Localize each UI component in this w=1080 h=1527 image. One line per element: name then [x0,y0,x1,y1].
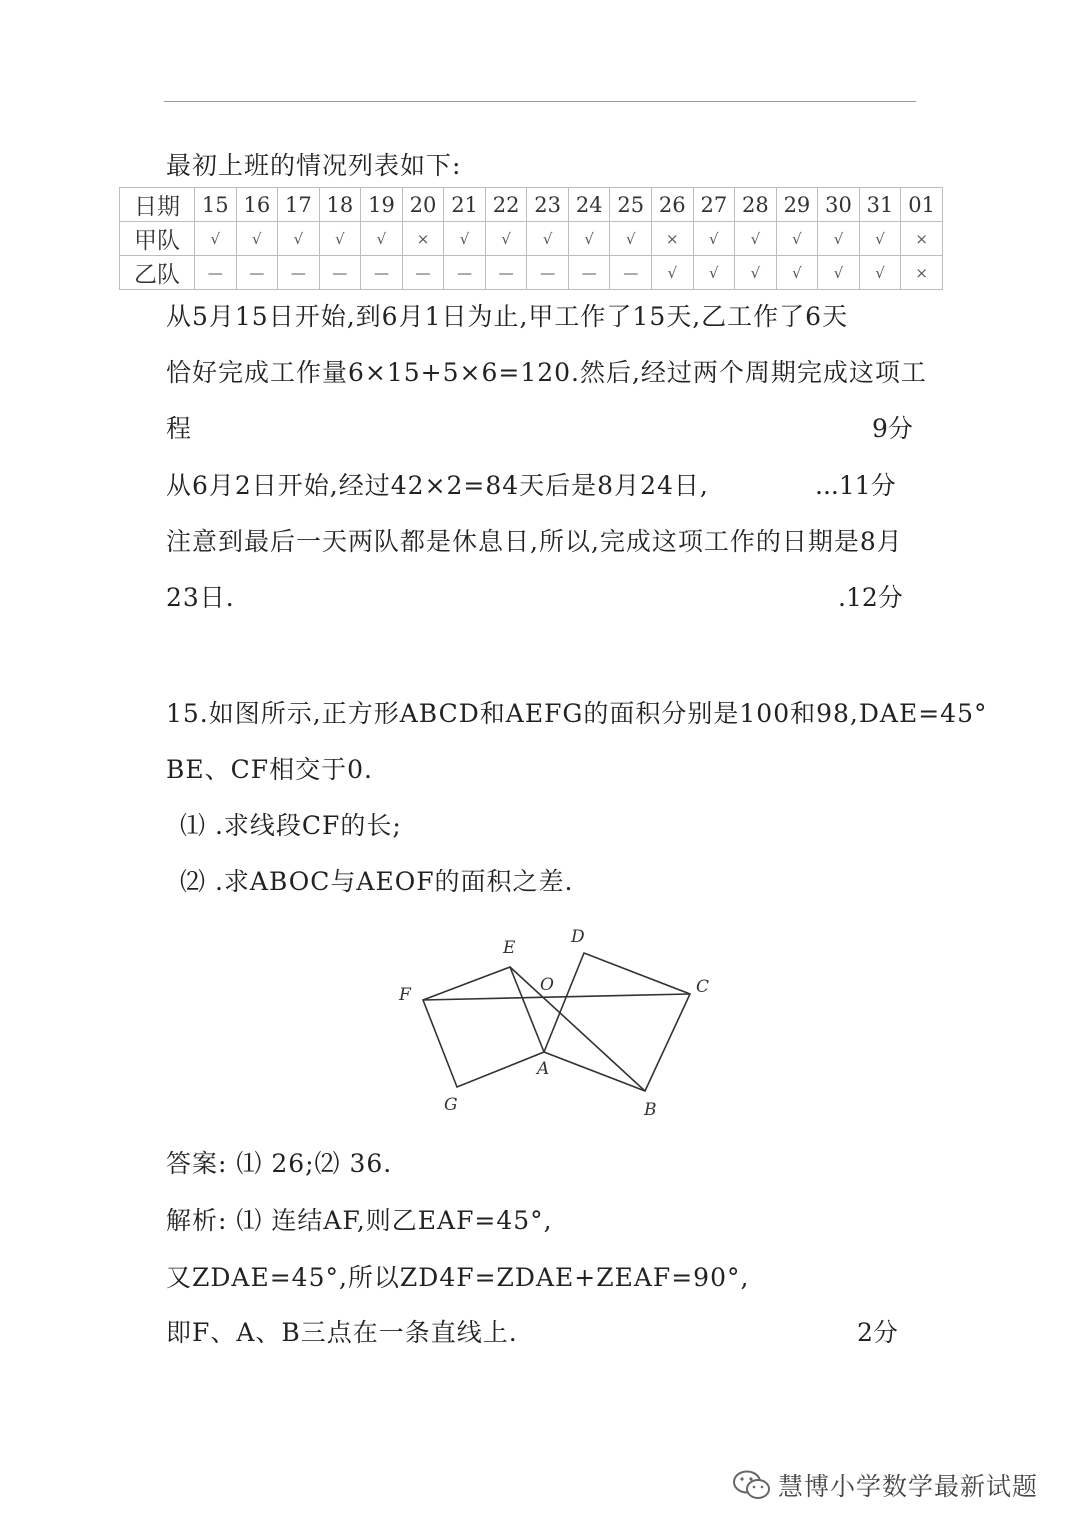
date-cell: 16 [236,188,278,222]
label-d: D [571,927,585,947]
analysis-line2: 又ZDAE=45°,所以ZD4F=ZDAE+ZEAF=90°, [166,1263,750,1292]
mark-cell: — [195,256,237,290]
mark-cell: √ [236,222,278,256]
para2-line1: 从6月2日开始,经过42×2=84天后是8月24日, [166,471,709,500]
date-cell: 26 [652,188,694,222]
label-b: B [644,1100,657,1120]
watermark [732,1465,1038,1505]
mark-cell: — [485,256,527,290]
para1-line2: 恰好完成工作量6×15+5×6=120.然后,经过两个周期完成这项工 [166,358,927,387]
date-cell: 18 [319,188,361,222]
date-cell: 15 [195,188,237,222]
label-f: F [399,985,411,1005]
q15-line2: BE、CF相交于0. [166,755,373,784]
mark-cell: √ [568,222,610,256]
label-a: A [537,1059,550,1079]
mark-cell: — [278,256,320,290]
mark-cell: × [402,222,444,256]
mark-cell: √ [859,222,901,256]
analysis-line1: 解析: ⑴ 连结AF,则乙EAF=45°, [166,1206,553,1235]
mark-cell: — [236,256,278,290]
mark-cell: — [319,256,361,290]
mark-cell: — [361,256,403,290]
mark-cell: √ [527,222,569,256]
para3-line2: 23日. [166,583,235,612]
date-cell: 01 [901,188,943,222]
label-g: G [444,1095,458,1115]
mark-cell: — [610,256,652,290]
date-cell: 23 [527,188,569,222]
mark-cell: √ [485,222,527,256]
q15-sub1: ⑴ .求线段CF的长; [180,811,402,840]
mark-cell: √ [361,222,403,256]
score-2: 2分 [857,1318,898,1347]
date-cell: 31 [859,188,901,222]
label-o: O [540,975,554,995]
mark-cell: √ [693,222,735,256]
mark-cell: √ [319,222,361,256]
segment-cf [423,994,690,1000]
mark-cell: √ [278,222,320,256]
mark-cell: √ [693,256,735,290]
top-divider [164,101,916,102]
attendance-table [119,187,943,290]
mark-cell: √ [735,222,777,256]
square-abcd [544,953,690,1091]
mark-cell: √ [818,256,860,290]
team-b-row [120,256,943,290]
mark-cell: √ [818,222,860,256]
mark-cell: √ [776,222,818,256]
mark-cell: √ [195,222,237,256]
team-a-row [120,222,943,256]
score-12: .12分 [838,583,903,612]
square-aefg [423,967,544,1087]
para3-line1: 注意到最后一天两队都是休息日,所以,完成这项工作的日期是8月 [166,527,903,556]
date-cell: 17 [278,188,320,222]
date-cell: 19 [361,188,403,222]
q15-sub2: ⑵ .求ABOC与AEOF的面积之差. [180,867,574,896]
mark-cell: √ [859,256,901,290]
mark-cell: × [901,222,943,256]
analysis-line3: 即F、A、B三点在一条直线上. [166,1318,518,1347]
mark-cell: × [652,222,694,256]
date-cell: 27 [693,188,735,222]
segment-be [510,967,645,1091]
watermark-text: 慧博小学数学最新试题 [778,1472,1039,1501]
table-intro: 最初上班的情况列表如下: [166,151,462,180]
date-cell: 24 [568,188,610,222]
mark-cell: √ [652,256,694,290]
q15-line1: 15.如图所示,正方形ABCD和AEFG的面积分别是100和98,DAE=45° [166,699,988,728]
team-a-label: 甲队 [120,222,195,256]
mark-cell: √ [444,222,486,256]
mark-cell: — [402,256,444,290]
score-9: 9分 [872,414,913,443]
geometry-figure [380,918,720,1130]
label-e: E [503,938,516,958]
date-cell: 25 [610,188,652,222]
date-header: 日期 [120,188,195,222]
para1-line3: 程 [166,414,193,443]
date-cell: 28 [735,188,777,222]
label-c: C [696,977,710,997]
mark-cell: — [444,256,486,290]
mark-cell: √ [735,256,777,290]
para1-line1: 从5月15日开始,到6月1日为止,甲工作了15天,乙工作了6天 [166,302,849,331]
date-row [120,188,943,222]
mark-cell: — [568,256,610,290]
mark-cell: × [901,256,943,290]
date-cell: 29 [776,188,818,222]
mark-cell: √ [776,256,818,290]
date-cell: 30 [818,188,860,222]
date-cell: 22 [485,188,527,222]
mark-cell: — [527,256,569,290]
mark-cell: √ [610,222,652,256]
answer-line: 答案: ⑴ 26;⑵ 36. [166,1149,393,1178]
wechat-icon [732,1468,772,1502]
date-cell: 20 [402,188,444,222]
score-11: ...11分 [815,471,896,500]
team-b-label: 乙队 [120,256,195,290]
date-cell: 21 [444,188,486,222]
